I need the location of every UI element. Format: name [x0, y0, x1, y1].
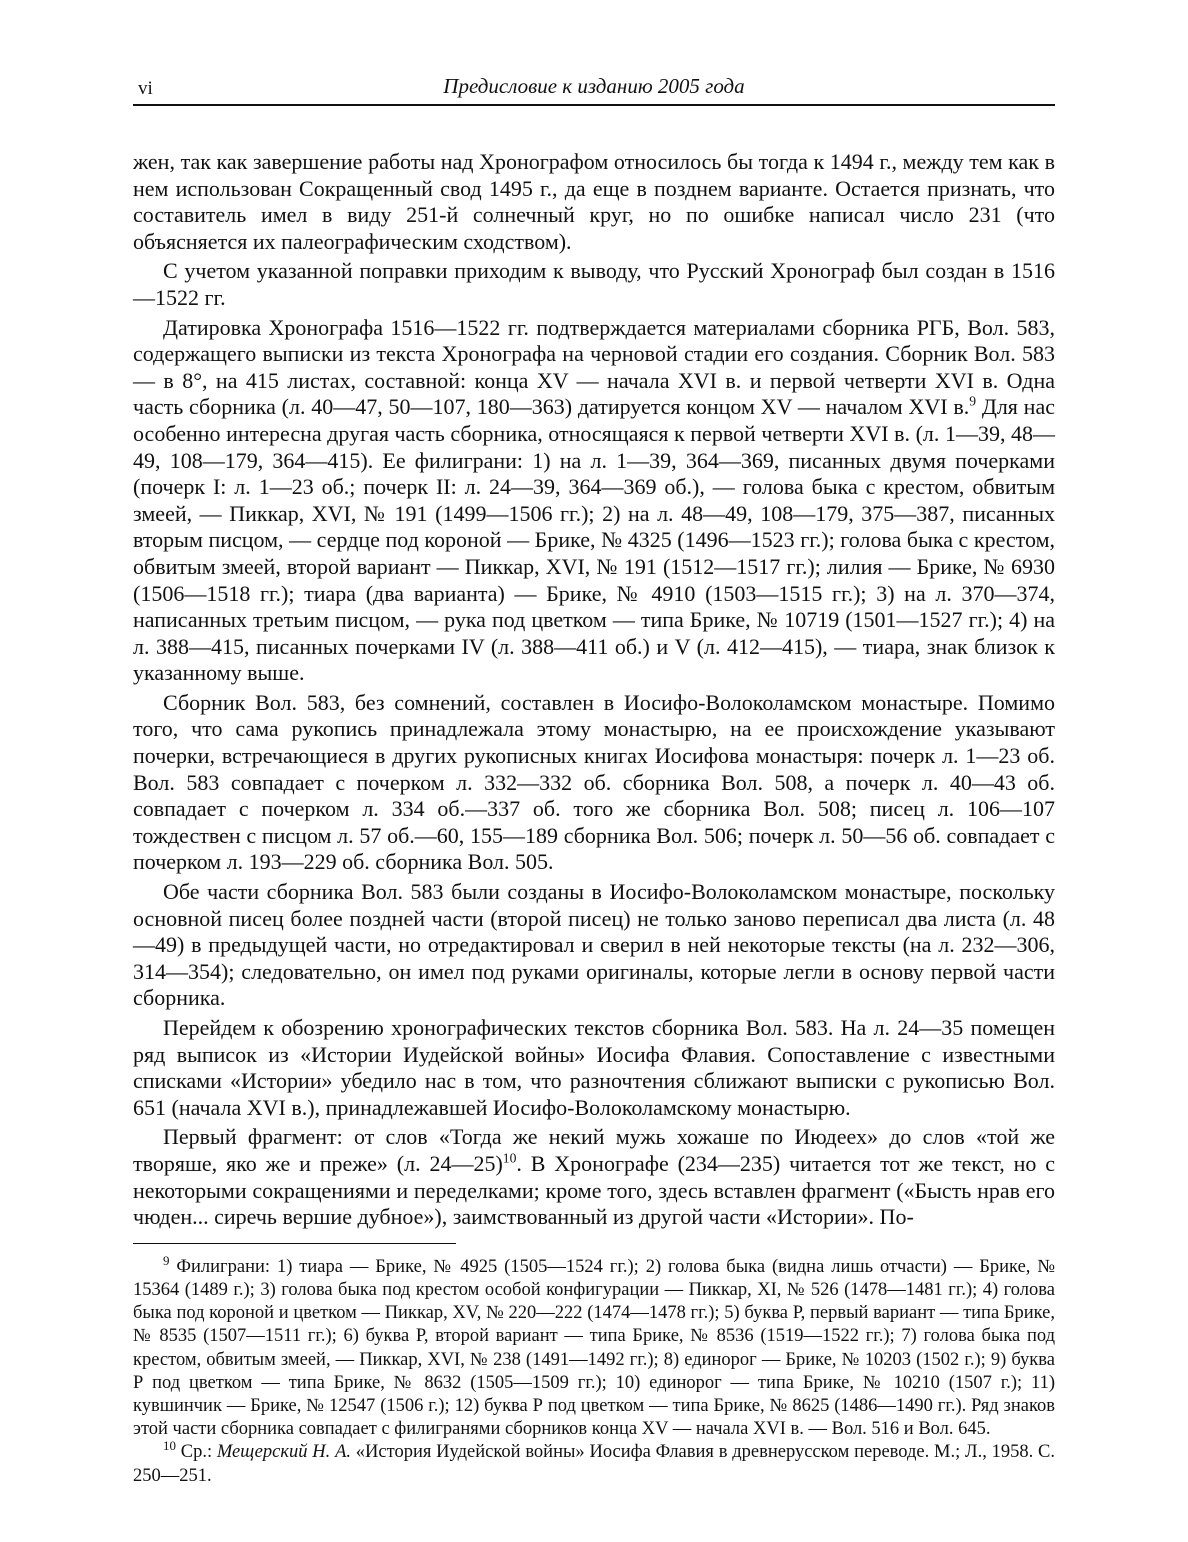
book-page — [133, 70, 1055, 1488]
paragraph: С учетом указанной поправки приходим к выводу, что Русский Хронограф был создан в 1516—1522 гг. — [133, 258, 1055, 310]
main-text — [133, 149, 1055, 1231]
page-header — [133, 70, 1055, 106]
paragraph-text: . В Хронографе (234—235) читается тот же текст, но с некоторыми сокращениями и переделками; кроме того, здесь вставлен фрагмент («Бысть нрав его чюден... сиречь вершие дубное»), заимствованный из другой части «Истории». По- — [133, 1150, 1055, 1230]
footnote — [133, 1438, 1055, 1487]
paragraph: Перейдем к обозрению хронографических текстов сборника Вол. 583. На л. 24—35 помещен ряд выписок из «Истории Иудейской войны» Иосифа Флавия. Сопоставление с известными списками «Истории» убедило нас в том, что разночтения сближают выписки с рукописью Вол. 651 (начала XVI в.), принадлежавшей Иосифо-Волоколамскому монастырю. — [133, 1015, 1055, 1120]
paragraph: Обе части сборника Вол. 583 были созданы в Иосифо-Волоколамском монастыре, поскольку основной писец более поздней части (второй писец) не только заново переписал два листа (л. 48—49) в предыдущей части, но отредактировал и сверил в ней некоторые тексты (на л. 232—306, 314—354); следовательно, он имел под руками оригиналы, которые легли в основу первой части сборника. — [133, 879, 1055, 1011]
paragraph — [133, 1124, 1055, 1230]
paragraph: Сборник Вол. 583, без сомнений, составлен в Иосифо-Волоколамском монастыре. Помимо того, что сама рукопись принадлежала этому монастырю, на ее происхождение указывают почерки, встречающиеся в других рукописных книгах Иосифова монастыря: почерк л. 1—23 об. Вол. 583 совпадает с почерком л. 332—332 об. сборника Вол. 508, а почерк л. 40—43 об. совпадает с почерком л. 334 об.—337 об. того же сборника Вол. 508; писец л. 106—107 тождествен с писцом л. 57 об.—60, 155—189 сборника Вол. 506; почерк л. 50—56 об. совпадает с почерком л. 193—229 об. сборника Вол. 505. — [133, 689, 1055, 875]
paragraph-text: Для нас особенно интересна другая часть сборника, относящаяся к первой четверти XVI в. (л. 1—39, 48—49, 108—179, 364—415). Ее филиграни: 1) на л. 1—39, 364—369, писанных двумя почерками (почерк I: л. 1—23 об.; почерк II: л. 24—39, 364—369 об.), — голова быка с крестом, обвитым змеей, — Пиккар, XVI, № 191 (1499—1506 гг.); 2) на л. 48—49, 108—179, 375—387, писанных вторым писцом, — сердце под короной — Брике, № 4325 (1496—1523 гг.); голова быка с крестом, обвитым змеей, второй вариант — Пиккар, XVI, № 191 (1512—1517 гг.); лилия — Брике, № 6930 (1506—1518 гг.); тиара (два варианта) — Брике, № 4910 (1503—1515 гг.); 3) на л. 370—374, написанных третьим писцом, — рука под цветком — типа Брике, № 10719 (1501—1527 гг.); 4) на л. 388—415, писанных почерками IV (л. 388—411 об.) и V (л. 412—415), — тиара, знак близок к указанному выше. — [133, 394, 1055, 686]
page-number: vi — [138, 78, 153, 99]
footnote-prefix: Ср.: — [175, 1442, 217, 1463]
running-title: Предисловие к изданию 2005 года — [443, 74, 745, 98]
footnote-number: 10 — [163, 1438, 176, 1454]
footnote — [133, 1252, 1055, 1442]
footnote-reference: 9 — [969, 394, 977, 410]
paragraph-text: Первый фрагмент: от слов «Тогда же некий мужь хожаше по Июдеех» до слов «той же творяше, яко же и преже» (л. 24—25) — [133, 1124, 1055, 1176]
paragraph: жен, так как завершение работы над Хронографом относилось бы тогда к 1494 г., между тем как в нем использован Сокращенный свод 1495 г., да еще в позднем варианте. Остается признать, что составитель имел в виду 251-й солнечный круг, но по ошибке написал число 231 (что объясняется их палеографическим сходством). — [133, 149, 1055, 254]
footnote-author: Мещерский Н. А. — [216, 1442, 351, 1463]
footnote-separator — [133, 1243, 456, 1244]
footnotes — [133, 1252, 1055, 1488]
paragraph-text: Датировка Хронографа 1516—1522 гг. подтверждается материалами сборника РГБ, Вол. 583, содержащего выписки из текста Хронографа на черновой стадии его создания. Сборник Вол. 583 — в 8°, на 415 листах, составной: конца XV — начала XVI в. и первой четверти XVI в. Одна часть сборника (л. 40—47, 50—107, 180—363) датируется концом XV — началом XVI в. — [133, 314, 1055, 420]
footnote-number: 9 — [163, 1252, 170, 1268]
footnote-text: «История Иудейской войны» Иосифа Флавия в древнерусском переводе. М.; Л., 1958. С. 250—251. — [133, 1442, 1055, 1486]
footnote-reference: 10 — [502, 1150, 517, 1166]
footnote-text: Филиграни: 1) тиара — Брике, № 4925 (1505—1524 гг.); 2) голова быка (видна лишь отчасти) — Брике, № 15364 (1489 г.); 3) голова быка под крестом особой конфигурации — Пиккар, XI, № 526 (1478—1481 гг.); 4) голова быка под короной и цветком — Пиккар, XV, № 220—222 (1474—1478 гг.); 5) буква Р, первый вариант — типа Брике, № 8535 (1507—1511 гг.); 6) буква Р, второй вариант — типа Брике, № 8536 (1519—1522 гг.); 7) голова быка под крестом, обвитым змеей, — Пиккар, XVI, № 238 (1491—1492 гг.); 8) единорог — Брике, № 10203 (1502 г.); 9) буква Р под цветком — типа Брике, № 8632 (1505—1509 гг.); 10) единорог — типа Брике, № 10210 (1507 г.); 11) кувшинчик — Брике, № 12547 (1506 г.); 12) буква Р под цветком — типа Брике, № 8625 (1486—1490 гг.). Ряд знаков этой части сборника совпадает с филигранями сборников конца XV — начала XVI в. — Вол. 516 и Вол. 645. — [133, 1256, 1055, 1440]
paragraph — [133, 315, 1055, 687]
